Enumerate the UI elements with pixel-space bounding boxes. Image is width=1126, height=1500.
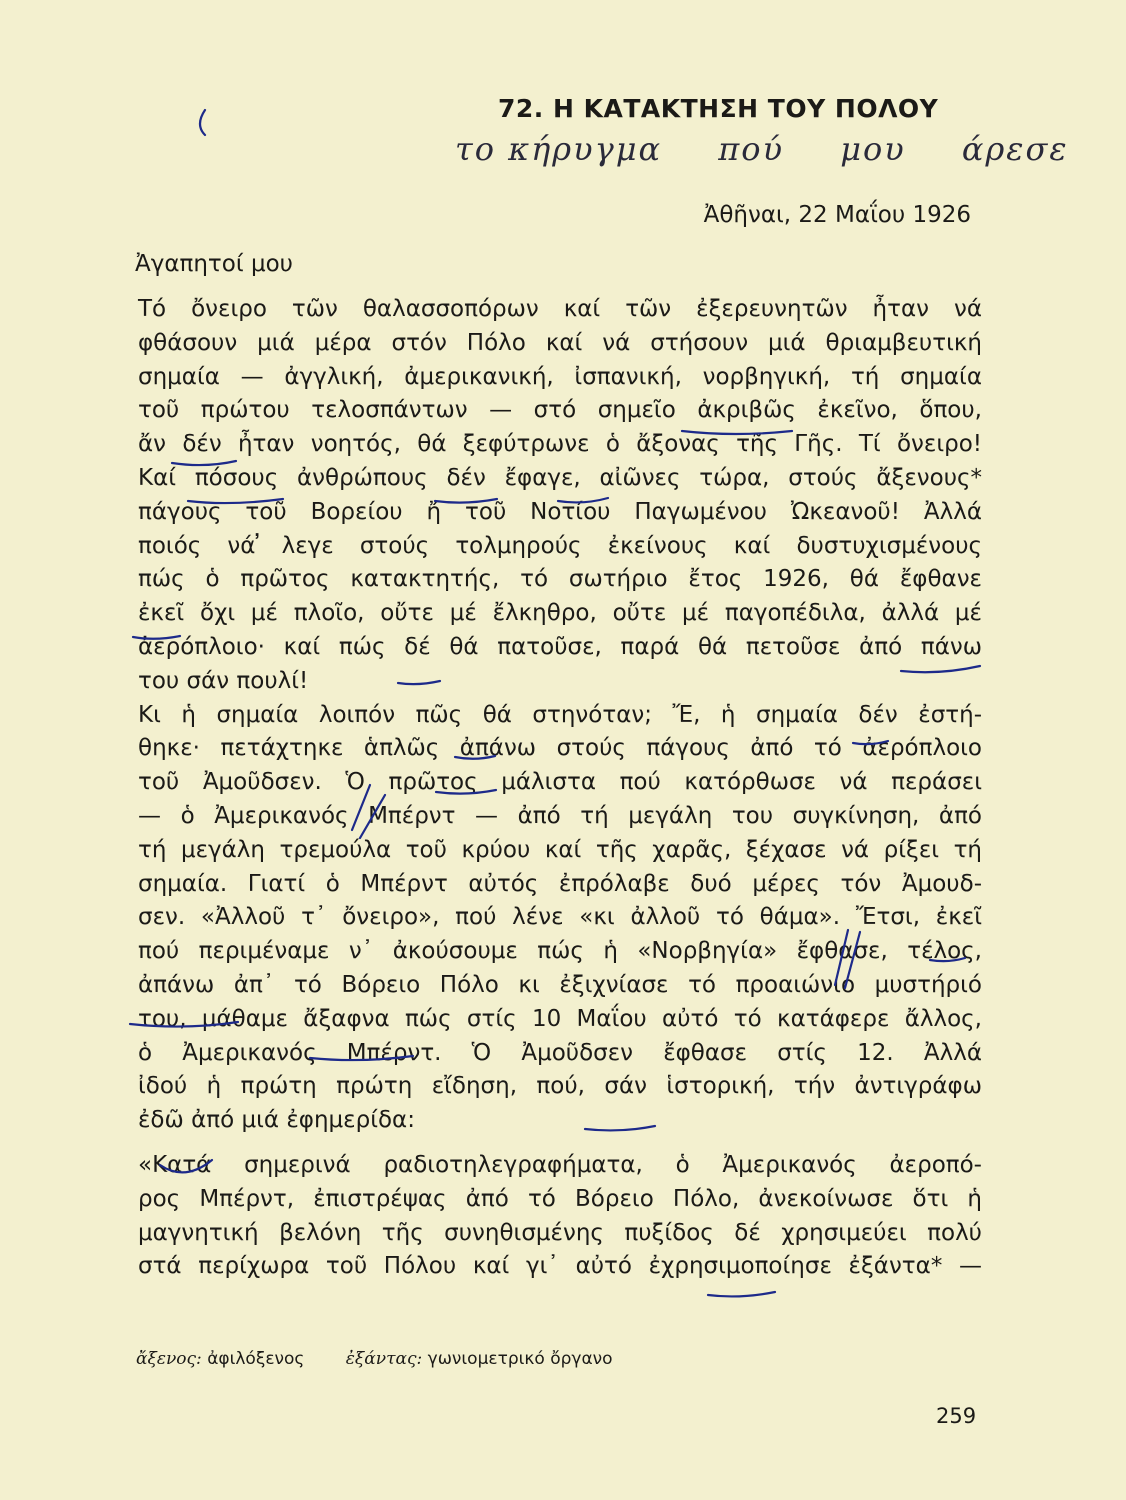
chapter-title: 72. Η ΚΑΤΑΚΤΗΣΗ ΤΟΥ ΠΟΛΟΥ [498, 94, 939, 123]
footnote-term: ἐξάντας: [345, 1349, 423, 1369]
letter-dateline: Ἀθῆναι, 22 Μαΐου 1926 [703, 202, 971, 228]
text-line: φθάσουν μιά μέρα στόν Πόλο καί νά στήσουν μιά θριαμβευτική [138, 329, 982, 356]
page-number: 259 [936, 1404, 977, 1428]
text-line: Καί πόσους ἀνθρώπους δέν ἔφαγε, αἰῶνες τώρα, στούς ἄξενους* [138, 464, 982, 491]
footnote-term: ἄξενος: [136, 1349, 202, 1369]
text-line: πού περιμέναμε ν᾿ ἀκούσουμε πώς ἡ «Νορβηγία» ἔφθασε, τέλος, [138, 938, 982, 965]
text-line: σημαία — ἀγγλική, ἀμερικανική, ἰσπανική, νορβηγική, τή σημαία [138, 363, 982, 390]
text-line: μαγνητική βελόνη τῆς συνηθισμένης πυξίδος δέ χρησιμεύει πολύ [138, 1219, 982, 1246]
text-line: του, μάθαμε ἄξαφνα πώς στίς 10 Μαΐου αὐτό τό κατάφερε ἄλλος, [138, 1005, 982, 1032]
footnotes [136, 1349, 649, 1369]
text-line: θηκε· πετάχτηκε ἁπλῶς ἀπάνω στούς πάγους ἀπό τό ἀερόπλοιο [138, 735, 982, 762]
handwritten-word: το κήρυγμα [455, 130, 663, 168]
letter-body [138, 293, 982, 1284]
text-line: τοῦ πρώτου τελοσπάντων — στό σημεῖο ἀκριβῶς ἐκεῖνο, ὅπου, [138, 397, 982, 424]
handwritten-word: άρεσε [961, 130, 1069, 168]
text-line: ὁ Ἀμερικανός Μπέρντ. Ὁ Ἀμοῦδσεν ἔφθασε στίς 12. Ἀλλά [138, 1039, 982, 1066]
text-line: ἀπάνω ἀπ᾿ τό Βόρειο Πόλο κι ἐξιχνίασε τό προαιώνιο μυστήριό [138, 971, 982, 998]
pen-underline [708, 1292, 775, 1296]
text-line: ρος Μπέρντ, ἐπιστρέψας ἀπό τό Βόρειο Πόλο, ἀνεκοίνωσε ὅτι ἡ [138, 1185, 982, 1212]
text-line: Τό ὄνειρο τῶν θαλασσοπόρων καί τῶν ἐξερευνητῶν ἦταν νά [138, 296, 982, 322]
footnote [136, 1349, 304, 1369]
text-line: ἐδῶ ἀπό μιά ἐφημερίδα: [138, 1107, 415, 1134]
footnote-definition: γωνιομετρικό ὄργανο [427, 1349, 613, 1369]
text-line: πάγους τοῦ Βορείου ἤ τοῦ Νοτίου Παγωμένου Ὠκεανοῦ! Ἀλλά [138, 498, 982, 525]
handwritten-word: μου [840, 130, 906, 168]
text-line: ἐκεῖ ὄχι μέ πλοῖο, οὔτε μέ ἔλκηθρο, οὔτε μέ παγοπέδιλα, ἀλλά μέ [138, 600, 982, 627]
text-line: «Κατά σημερινά ραδιοτηλεγραφήματα, ὁ Ἀμερικανός ἀεροπό- [138, 1151, 982, 1178]
footnote-definition: ἀφιλόξενος [207, 1349, 305, 1369]
text-line: πώς ὁ πρῶτος κατακτητής, τό σωτήριο ἔτος 1926, θά ἔφθανε [138, 566, 982, 593]
text-line: Κι ἡ σημαία λοιπόν πῶς θά στηνόταν; Ἔ, ἡ σημαία δέν ἐστή- [138, 701, 982, 728]
text-line: ἀερόπλοιο· καί πώς δέ θά πατοῦσε, παρά θά πετοῦσε ἀπό πάνω [138, 633, 982, 660]
text-line: του σάν πουλί! [138, 667, 309, 694]
text-line: ἄν δέν ἦταν νοητός, θά ξεφύτρωνε ὁ ἄξονας τῆς Γῆς. Τί ὄνειρο! [138, 431, 982, 458]
handwritten-word: πού [718, 130, 785, 168]
handwritten-annotation [455, 130, 1112, 168]
text-line: στά περίχωρα τοῦ Πόλου καί γι᾿ αὐτό ἐχρησιμοποίησε ἐξάντα* — [138, 1253, 982, 1280]
letter-greeting: Ἀγαπητοί μου [135, 251, 293, 277]
text-line: σεν. «Ἀλλοῦ τ᾿ ὄνειρο», πού λένε «κι ἀλλοῦ τό θάμα». Ἔτσι, ἐκεῖ [138, 904, 982, 931]
text-line: τή μεγάλη τρεμούλα τοῦ κρύου καί τῆς χαρᾶς, ξέχασε νά ρίξει τή [138, 836, 982, 863]
pen-stroke [200, 110, 205, 135]
text-line: ἰδού ἡ πρώτη πρώτη εἴδηση, πού, σάν ἱστορική, τήν ἀντιγράφω [138, 1073, 982, 1100]
text-line: τοῦ Ἀμοῦδσεν. Ὁ πρῶτος μάλιστα πού κατόρθωσε νά περάσει [138, 769, 982, 796]
text-line: ποιός νά ̓λεγε στούς τολμηρούς ἐκείνους καί δυστυχισμένους [138, 532, 982, 559]
footnote [346, 1349, 613, 1369]
text-line: σημαία. Γιατί ὁ Μπέρντ αὐτός ἐπρόλαβε δυό μέρες τόν Ἀμουδ- [138, 870, 982, 897]
text-line: — ὁ Ἀμερικανός Μπέρντ — ἀπό τή μεγάλη του συγκίνηση, ἀπό [138, 802, 982, 829]
